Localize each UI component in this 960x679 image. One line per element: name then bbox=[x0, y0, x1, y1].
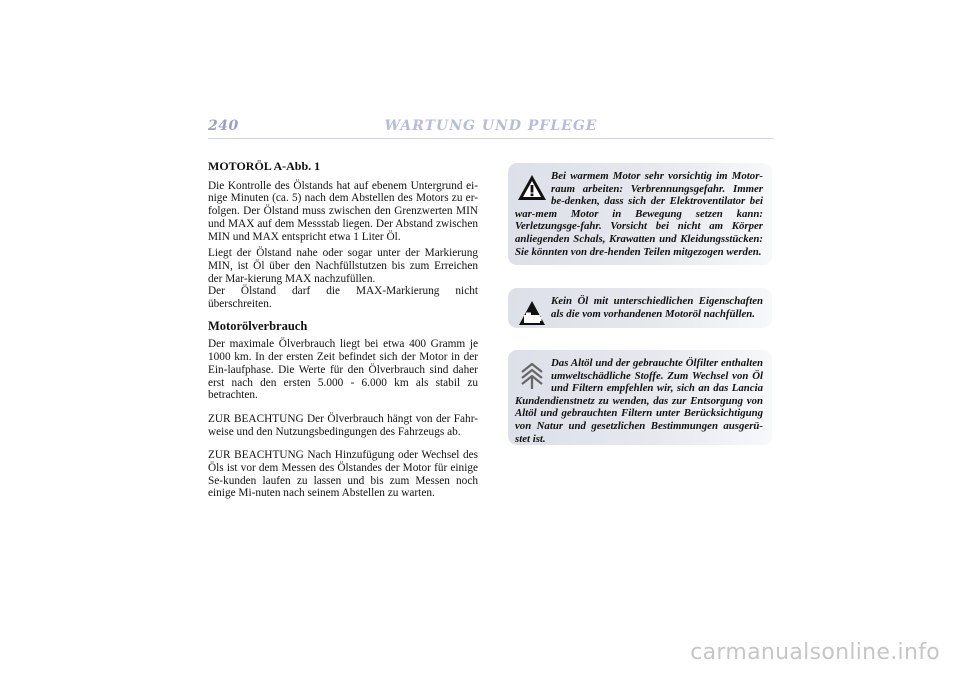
watermark-text: carmanualsonline.info bbox=[690, 640, 940, 665]
oil-check-paragraph: Die Kontrolle des Ölstands hat auf ebenem Untergrund ei-nige Minuten (ca. 5) nach dem Abstellen des Motors zu er-folgen. Der Ölstand muss zwischen den Grenzwerten MIN und MAX auf dem Messstab liegen. Der Abstand zwischen MIN und MAX entspricht etwa 1 Liter Öl. bbox=[208, 179, 478, 243]
warning-triangle-icon bbox=[517, 173, 547, 205]
note-after-oil-change: ZUR BEACHTUNG Nach Hinzufügung oder Wechsel des Öls ist vor dem Messen des Ölstandes der Motor für einige Se-kunden laufen zu lassen und bis zum Messen noch einige Mi-nuten nach seinem Abstellen zu warten. bbox=[208, 449, 478, 500]
page-number: 240 bbox=[208, 118, 239, 134]
caution-box bbox=[508, 288, 772, 328]
engine-caution-icon bbox=[517, 298, 547, 330]
oil-consumption-heading: Motorölverbrauch bbox=[208, 318, 308, 333]
oil-max-paragraph: Der Ölstand darf die MAX-Markierung nicht überschreiten. bbox=[208, 285, 478, 311]
environment-text: Das Altöl und der gebrauchte Ölfilter enthalten umweltschädliche Stoffe. Zum Wechsel von Öl und Filtern empfehlen wir, sich an das Lancia Kundendienstnetz zu wenden, das zur Entsorgung von Altöl und gebrauchten Filtern unter Berücksichtigung von Natur und gesetzlichen Bestimmungen ausgerü-stet ist. bbox=[515, 357, 763, 445]
caution-text: Kein Öl mit unterschiedlichen Eigenschaften als die vom vorhandenen Motoröl nachfüllen. bbox=[551, 295, 763, 320]
warning-text: Bei warmem Motor sehr vorsichtig im Motor-raum arbeiten: Verbrennungsgefahr. Immer be-denken, dass sich der Elektroventilator bei war-mem Motor in Bewegung setzen kann: Verletzungsge-fahr. Vorsicht bei nicht am Körper anliegenden Schals, Krawatten und Kleidungsstücken: Sie könnten von dre-henden Teilen mitgezogen werden. bbox=[515, 170, 763, 258]
main-text-column bbox=[208, 160, 478, 504]
section-title: WARTUNG UND PFLEGE bbox=[384, 118, 598, 134]
oil-consumption-paragraph: Der maximale Ölverbrauch liegt bei etwa 400 Gramm je 1000 km. In der ersten Zeit befindet sich der Motor in der Ein-laufphase. Die Werte für den Ölverbrauch sind daher erst nach den ersten 5.000 - 6.000 km als stabil zu betrachten. bbox=[208, 338, 478, 402]
note-driving-style: ZUR BEACHTUNG Der Ölverbrauch hängt von der Fahr-weise und den Nutzungsbedingungen des Fahrzeugs ab. bbox=[208, 412, 478, 438]
warning-box bbox=[508, 163, 772, 265]
oil-refill-paragraph: Liegt der Ölstand nahe oder sogar unter der Markierung MIN, ist Öl über den Nachfüllstutzen bis zum Erreichen der Mar-kierung MAX nachzufüllen. bbox=[208, 247, 478, 285]
page-header bbox=[208, 114, 774, 139]
environment-chevron-icon bbox=[517, 360, 547, 392]
motor-oil-heading: MOTORÖL A-Abb. 1 bbox=[208, 159, 321, 173]
environment-box bbox=[508, 350, 772, 445]
